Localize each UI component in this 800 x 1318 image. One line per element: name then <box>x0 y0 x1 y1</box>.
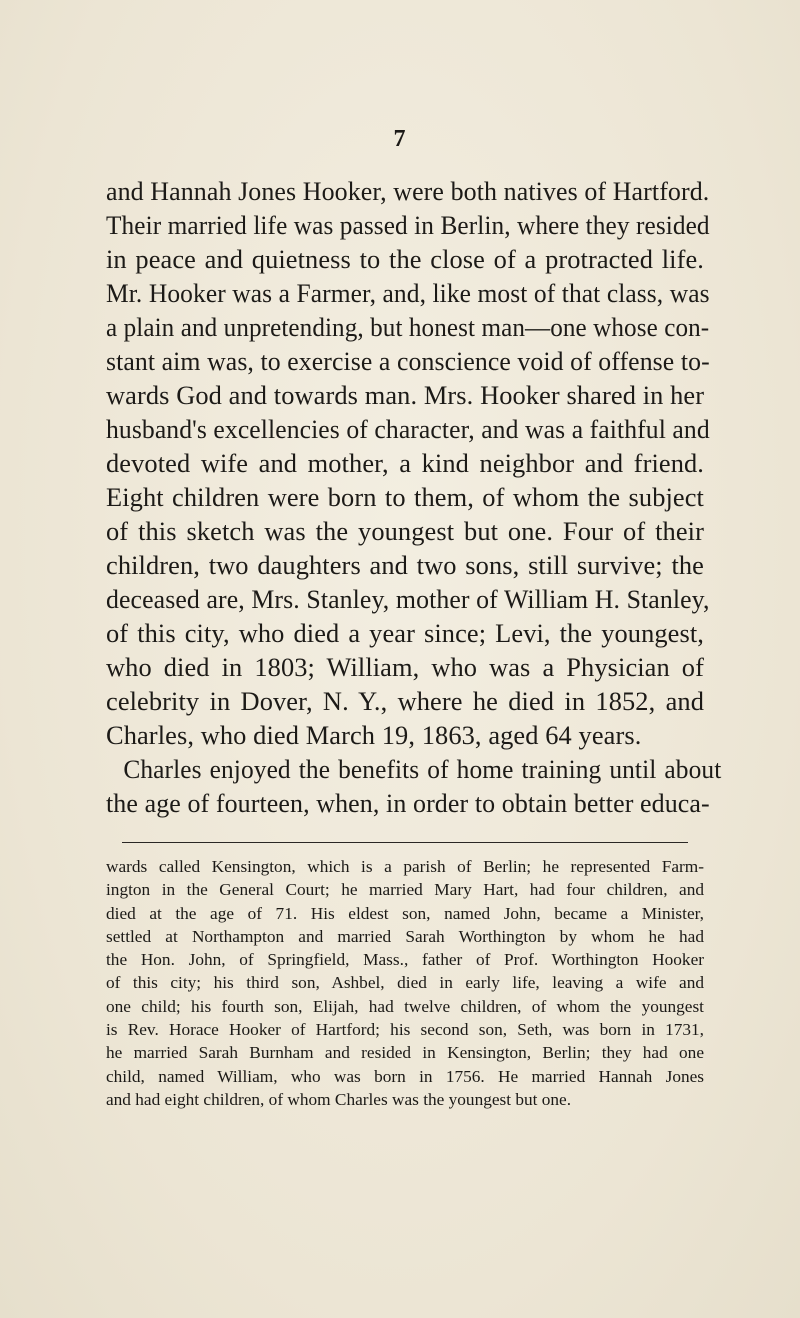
footnote-line: child, named William, who was born in 1756. He married Hannah Jones <box>106 1066 704 1086</box>
body-line: children, two daughters and two sons, still survive; the <box>106 550 704 580</box>
body-line: of this sketch was the youngest but one. Four of their <box>106 516 704 546</box>
footnote-line: of this city; his third son, Ashbel, died in early life, leaving a wife and <box>106 973 704 993</box>
body-line: Their married life was passed in Berlin, where they resided <box>106 210 710 240</box>
body-line: Mr. Hooker was a Farmer, and, like most of that class, was <box>106 278 710 308</box>
body-line: stant aim was, to exercise a conscience void of offense to- <box>106 346 710 376</box>
footnote-line: he married Sarah Burnham and resided in Kensington, Berlin; they had one <box>106 1043 704 1063</box>
body-line: in peace and quietness to the close of a protracted life. <box>106 244 704 274</box>
footnote-line: wards called Kensington, which is a parish of Berlin; he represented Farm- <box>106 857 704 876</box>
body-line: celebrity in Dover, N. Y., where he died in 1852, and <box>106 686 704 716</box>
body-text <box>106 174 722 820</box>
footnote-divider <box>122 842 688 843</box>
body-line: Charles enjoyed the benefits of home training until about <box>123 754 722 784</box>
page-number: 7 <box>393 126 407 152</box>
body-line: Charles, who died March 19, 1863, aged 64 years. <box>106 720 642 750</box>
footnote-line: is Rev. Horace Hooker of Hartford; his second son, Seth, was born in 1731, <box>106 1020 704 1040</box>
footnote <box>106 855 704 1111</box>
body-line: and Hannah Jones Hooker, were both natives of Hartford. <box>106 176 710 206</box>
footnote-line: and had eight children, of whom Charles was the youngest but one. <box>106 1089 572 1109</box>
body-line: Eight children were born to them, of whom the subject <box>106 482 704 512</box>
footnote-line: ington in the General Court; he married Mary Hart, had four children, and <box>106 880 704 900</box>
body-line: husband's excellencies of character, and was a faithful and <box>106 414 710 444</box>
body-line: of this city, who died a year since; Levi, the youngest, <box>106 618 704 648</box>
body-line: deceased are, Mrs. Stanley, mother of William H. Stanley, <box>106 584 710 614</box>
body-line: who died in 1803; William, who was a Physician of <box>106 652 704 682</box>
footnote-line: died at the age of 71. His eldest son, named John, became a Minister, <box>106 903 704 923</box>
body-line: devoted wife and mother, a kind neighbor and friend. <box>106 448 704 478</box>
body-line: the age of fourteen, when, in order to obtain better educa- <box>106 788 710 818</box>
body-line: wards God and towards man. Mrs. Hooker shared in her <box>106 380 705 410</box>
footnote-line: settled at Northampton and married Sarah Worthington by whom he had <box>106 926 704 946</box>
footnote-line: one child; his fourth son, Elijah, had twelve children, of whom the youngest <box>106 996 704 1016</box>
footnote-line: the Hon. John, of Springfield, Mass., father of Prof. Worthington Hooker <box>106 950 704 970</box>
body-line: a plain and unpretending, but honest man—one whose con- <box>106 312 710 342</box>
